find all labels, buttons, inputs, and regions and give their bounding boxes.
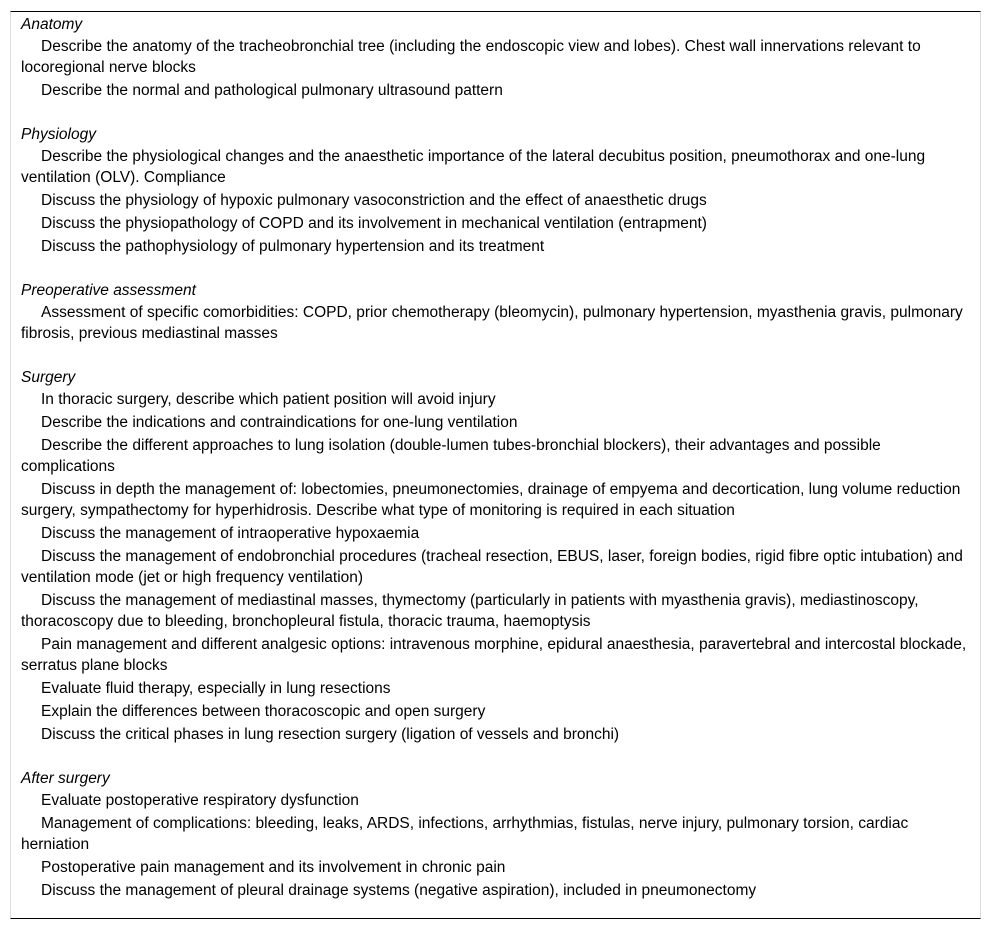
- list-item: Explain the differences between thoracoscopic and open surgery: [41, 703, 486, 720]
- section-title: Surgery: [21, 369, 76, 386]
- section-surgery: [21, 367, 968, 745]
- section-title: Anatomy: [21, 16, 83, 33]
- list-item: Discuss in depth the management of: lobectomies, pneumonectomies, drainage of empyema and decortication, lung volume reduction surgery, sympathectomy for hyperhidrosis. Describe what type of monitoring is required in each situation: [21, 481, 961, 519]
- list-item: Describe the different approaches to lung isolation (double-lumen tubes-bronchial blockers), their advantages and possible complications: [21, 437, 881, 475]
- section-anatomy: [21, 14, 968, 101]
- list-item: Discuss the management of mediastinal masses, thymectomy (particularly in patients with myasthenia gravis), mediastinoscopy, thoracoscopy due to bleeding, bronchopleural fistula, thoracic trauma, haemoptysis: [21, 592, 919, 630]
- list-item: In thoracic surgery, describe which patient position will avoid injury: [41, 391, 496, 408]
- section-physiology: [21, 124, 968, 257]
- list-item: Discuss the management of intraoperative hypoxaemia: [41, 525, 420, 542]
- list-item: Evaluate fluid therapy, especially in lung resections: [41, 680, 391, 697]
- list-item: Discuss the pathophysiology of pulmonary hypertension and its treatment: [41, 238, 545, 255]
- list-item: Postoperative pain management and its involvement in chronic pain: [41, 859, 506, 876]
- list-item: Describe the indications and contraindications for one-lung ventilation: [41, 414, 518, 431]
- list-item: Assessment of specific comorbidities: COPD, prior chemotherapy (bleomycin), pulmonary hypertension, myasthenia gravis, pulmonary fibrosis, previous mediastinal masses: [21, 304, 963, 342]
- section-title: After surgery: [21, 770, 110, 787]
- list-item: Discuss the management of pleural drainage systems (negative aspiration), included in pneumonectomy: [41, 882, 757, 899]
- section-title: Physiology: [21, 126, 96, 143]
- list-item: Pain management and different analgesic options: intravenous morphine, epidural anaesthesia, paravertebral and intercostal blockade, serratus plane blocks: [21, 636, 967, 674]
- list-item: Management of complications: bleeding, leaks, ARDS, infections, arrhythmias, fistulas, nerve injury, pulmonary torsion, cardiac herniation: [21, 815, 909, 853]
- list-item: Describe the physiological changes and the anaesthetic importance of the lateral decubitus position, pneumothorax and one-lung ventilation (OLV). Compliance: [21, 148, 926, 186]
- list-item: Describe the anatomy of the tracheobronchial tree (including the endoscopic view and lobes). Chest wall innervations relevant to locoregional nerve blocks: [21, 38, 921, 76]
- section-after-surgery: [21, 768, 968, 901]
- list-item: Describe the normal and pathological pulmonary ultrasound pattern: [41, 82, 503, 99]
- section-preoperative-assessment: [21, 280, 968, 344]
- list-item: Discuss the physiology of hypoxic pulmonary vasoconstriction and the effect of anaesthetic drugs: [41, 192, 707, 209]
- section-title: Preoperative assessment: [21, 282, 196, 299]
- list-item: Discuss the critical phases in lung resection surgery (ligation of vessels and bronchi): [41, 726, 620, 743]
- list-item: Discuss the management of endobronchial procedures (tracheal resection, EBUS, laser, foreign bodies, rigid fibre optic intubation) and ventilation mode (jet or high frequency ventilation): [21, 548, 963, 586]
- list-item: Evaluate postoperative respiratory dysfunction: [41, 792, 359, 809]
- curriculum-table: [10, 11, 981, 919]
- list-item: Discuss the physiopathology of COPD and its involvement in mechanical ventilation (entrapment): [41, 215, 707, 232]
